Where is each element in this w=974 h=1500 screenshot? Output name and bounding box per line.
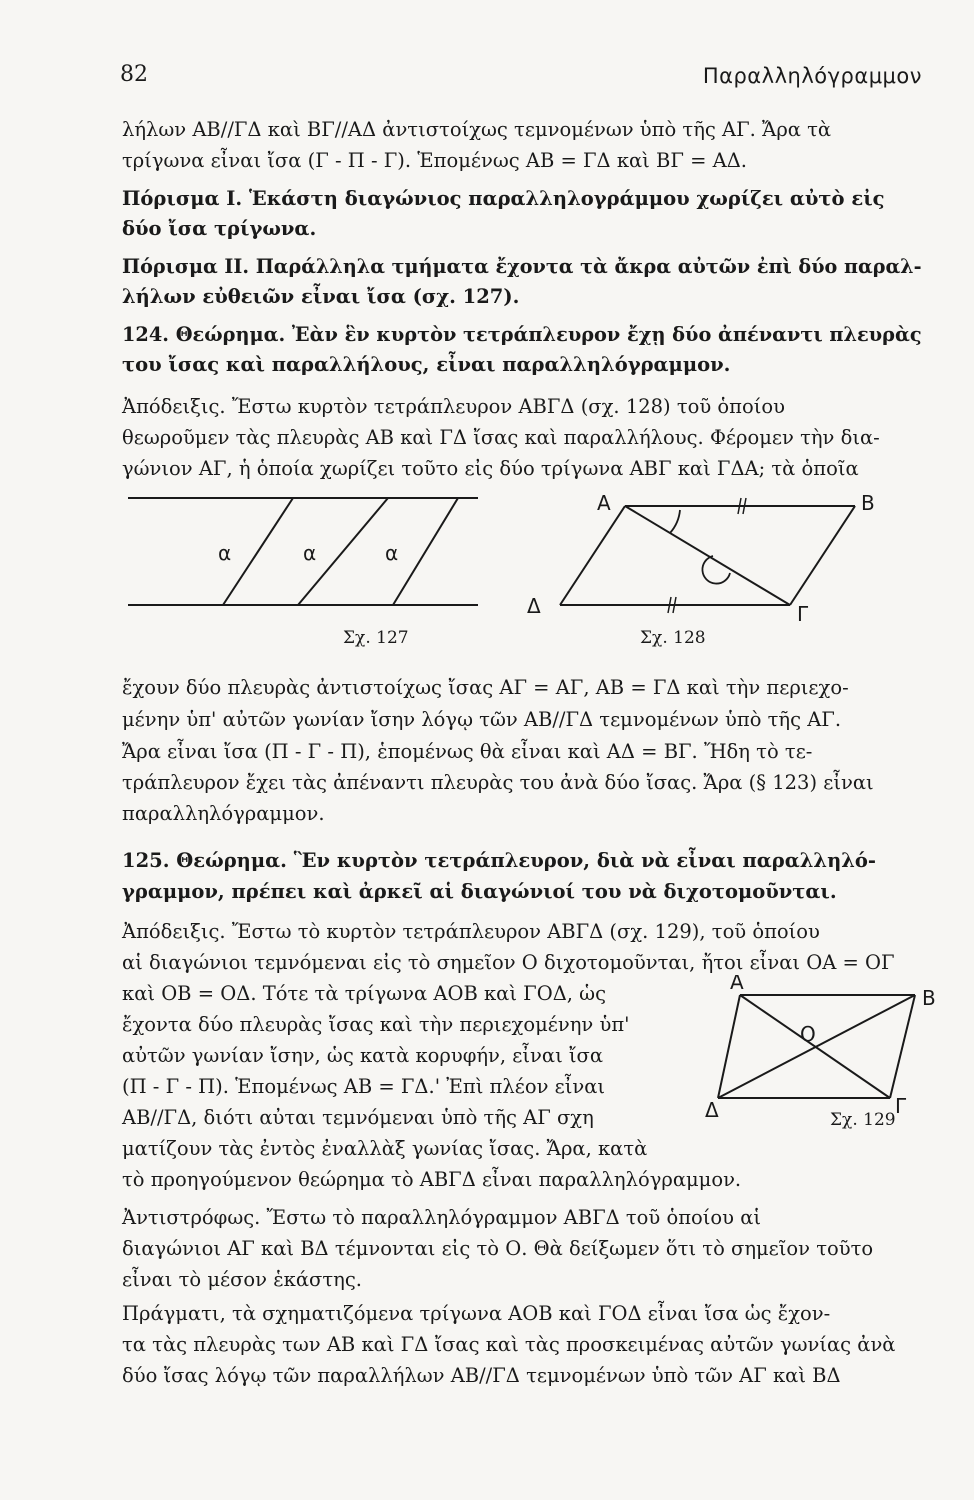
- figure-127: [128, 488, 488, 653]
- svg-text:Α: Α: [597, 491, 611, 515]
- segment-1: [223, 498, 293, 605]
- corollary-1: Πόρισμα Ι. Ἑκάστη διαγώνιος παραλληλογράμμου χωρίζει αὐτὸ εἰς: [122, 187, 885, 210]
- diagonal-BD: [718, 995, 915, 1098]
- text-line: γώνιον ΑΓ, ἡ ὁποία χωρίζει τοῦτο εἰς δύο τρίγωνα ΑΒΓ καὶ ΓΔΑ; τὰ ὁποῖα: [122, 457, 859, 480]
- svg-text:Β: Β: [922, 986, 936, 1010]
- text-line: λήλων ΑΒ//ΓΔ καὶ ΒΓ//ΑΔ ἀντιστοίχως τεμνομένων ὑπὸ τῆς ΑΓ. Ἄρα τὰ: [122, 118, 832, 141]
- text-line: καὶ ΟΒ = ΟΔ. Τότε τὰ τρίγωνα ΑΟΒ καὶ ΓΟΔ, ὡς: [122, 982, 606, 1005]
- diagonal-AG: [625, 506, 790, 605]
- text-line: Πράγματι, τὰ σχηματιζόμενα τρίγωνα ΑΟΒ καὶ ΓΟΔ εἶναι ἴσα ὡς ἔχον-: [122, 1302, 831, 1325]
- text-line: παραλληλόγραμμον.: [122, 802, 325, 825]
- text-line: ΑΒ//ΓΔ, διότι αὐται τεμνόμεναι ὑπὸ τῆς ΑΓ σχη: [122, 1106, 594, 1129]
- text-line: δύο ἴσας λόγῳ τῶν παραλλήλων ΑΒ//ΓΔ τεμνομένων ὑπὸ τῶν ΑΓ καὶ ΒΔ: [122, 1364, 841, 1387]
- text-line: ἔχοντα δύο πλευρὰς ἴσας καὶ τὴν περιεχομένην ὑπ': [122, 1013, 630, 1036]
- svg-text:Δ: Δ: [527, 594, 541, 618]
- corollary-2: Πόρισμα ΙΙ. Παράλληλα τμήματα ἔχοντα τὰ ἄκρα αὐτῶν ἐπὶ δύο παραλ-: [122, 255, 922, 278]
- figure-128: [515, 488, 895, 653]
- text-line: Ἄρα εἶναι ἴσα (Π - Γ - Π), ἑπομένως θὰ εἶναι καὶ ΑΔ = ΒΓ. Ἤδη τὸ τε-: [122, 740, 813, 763]
- caption-129: Σχ. 129: [830, 1110, 896, 1130]
- text-line: τὸ προηγούμενον θεώρημα τὸ ΑΒΓΔ εἶναι παραλληλόγραμμον.: [122, 1168, 742, 1191]
- text-line: τρίγωνα εἶναι ἴσα (Γ - Π - Γ). Ἑπομένως ΑΒ = ΓΔ καὶ ΒΓ = ΑΔ.: [122, 149, 747, 172]
- svg-text:Β: Β: [861, 491, 875, 515]
- converse: Ἀντιστρόφως. Ἔστω τὸ παραλληλόγραμμον ΑΒΓΔ τοῦ ὁποίου αἱ: [122, 1206, 762, 1229]
- text-line: τα τὰς πλευρὰς των ΑΒ καὶ ΓΔ ἴσας καὶ τὰς προσκειμένας αὐτῶν γωνίας ἀνὰ: [122, 1333, 896, 1356]
- text-line: διαγώνιοι ΑΓ καὶ ΒΔ τέμνονται εἰς τὸ Ο. Θὰ δείξωμεν ὅτι τὸ σημεῖον τοῦτο: [122, 1237, 874, 1260]
- label-a-3: α: [385, 541, 399, 565]
- text-line: μένην ὑπ' αὐτῶν γωνίαν ἴσην λόγῳ τῶν ΑΒ//ΓΔ τεμνομένων ὑπὸ τῆς ΑΓ.: [122, 708, 842, 731]
- svg-text:Δ: Δ: [705, 1098, 719, 1122]
- theorem-124: 124. Θεώρημα. Ἐὰν ἓν κυρτὸν τετράπλευρον ἔχῃ δύο ἀπέναντι πλευρὰς: [122, 323, 922, 346]
- svg-text:Γ: Γ: [797, 602, 809, 626]
- svg-text:Ο: Ο: [800, 1022, 816, 1046]
- text-line: ἔχουν δύο πλευρὰς ἀντιστοίχως ἴσας ΑΓ = ΑΓ, ΑΒ = ΓΔ καὶ τὴν περιεχο-: [122, 676, 849, 699]
- text-line: ματίζουν τὰς ἐντὸς ἐναλλὰξ γωνίας ἴσας. Ἄρα, κατὰ: [122, 1137, 648, 1160]
- caption-128: Σχ. 128: [640, 628, 706, 648]
- theorem-125: 125. Θεώρημα. Ἓν κυρτὸν τετράπλευρον, διὰ νὰ εἶναι παραλληλό-: [122, 849, 877, 872]
- svg-text:Α: Α: [730, 975, 744, 994]
- label-a-2: α: [303, 541, 317, 565]
- segment-3: [393, 498, 458, 605]
- page-number: 82: [120, 62, 148, 87]
- text-line: αἱ διαγώνιοι τεμνόμεναι εἰς τὸ σημεῖον Ο διχοτομοῦνται, ἤτοι εἶναι ΟΑ = ΟΓ: [122, 951, 895, 974]
- text-line: αὐτῶν γωνίαν ἴσην, ὡς κατὰ κορυφήν, εἶναι ἴσα: [122, 1044, 604, 1067]
- text-line: δύο ἴσα τρίγωνα.: [122, 217, 317, 240]
- proof-125: Ἀπόδειξις. Ἔστω τὸ κυρτὸν τετράπλευρον ΑΒΓΔ (σχ. 129), τοῦ ὁποίου: [122, 920, 820, 943]
- text-line: του ἴσας καὶ παραλλήλους, εἶναι παραλληλόγραμμον.: [122, 353, 731, 376]
- figure-129: [700, 975, 940, 1140]
- svg-text:Γ: Γ: [895, 1094, 907, 1118]
- caption-127: Σχ. 127: [343, 628, 409, 648]
- text-line: (Π - Γ - Π). Ἑπομένως ΑΒ = ΓΔ.' Ἐπὶ πλέον εἶναι: [122, 1075, 606, 1098]
- text-line: λήλων εὐθειῶν εἶναι ἴσα (σχ. 127).: [122, 285, 520, 308]
- proof-124: Ἀπόδειξις. Ἔστω κυρτὸν τετράπλευρον ΑΒΓΔ (σχ. 128) τοῦ ὁποίου: [122, 395, 785, 418]
- running-title: Παραλληλόγραμμον: [702, 64, 922, 88]
- text-line: τράπλευρον ἔχει τὰς ἀπέναντι πλευρὰς του ἀνὰ δύο ἴσας. Ἄρα (§ 123) εἶναι: [122, 771, 874, 794]
- text-line: γραμμον, πρέπει καὶ ἀρκεῖ αἱ διαγώνιοί του νὰ διχοτομοῦνται.: [122, 880, 837, 903]
- text-line: εἶναι τὸ μέσον ἑκάστης.: [122, 1268, 362, 1291]
- label-a-1: α: [218, 541, 232, 565]
- text-line: θεωροῦμεν τὰς πλευρὰς ΑΒ καὶ ΓΔ ἴσας καὶ παραλλήλους. Φέρομεν τὴν δια-: [122, 426, 880, 449]
